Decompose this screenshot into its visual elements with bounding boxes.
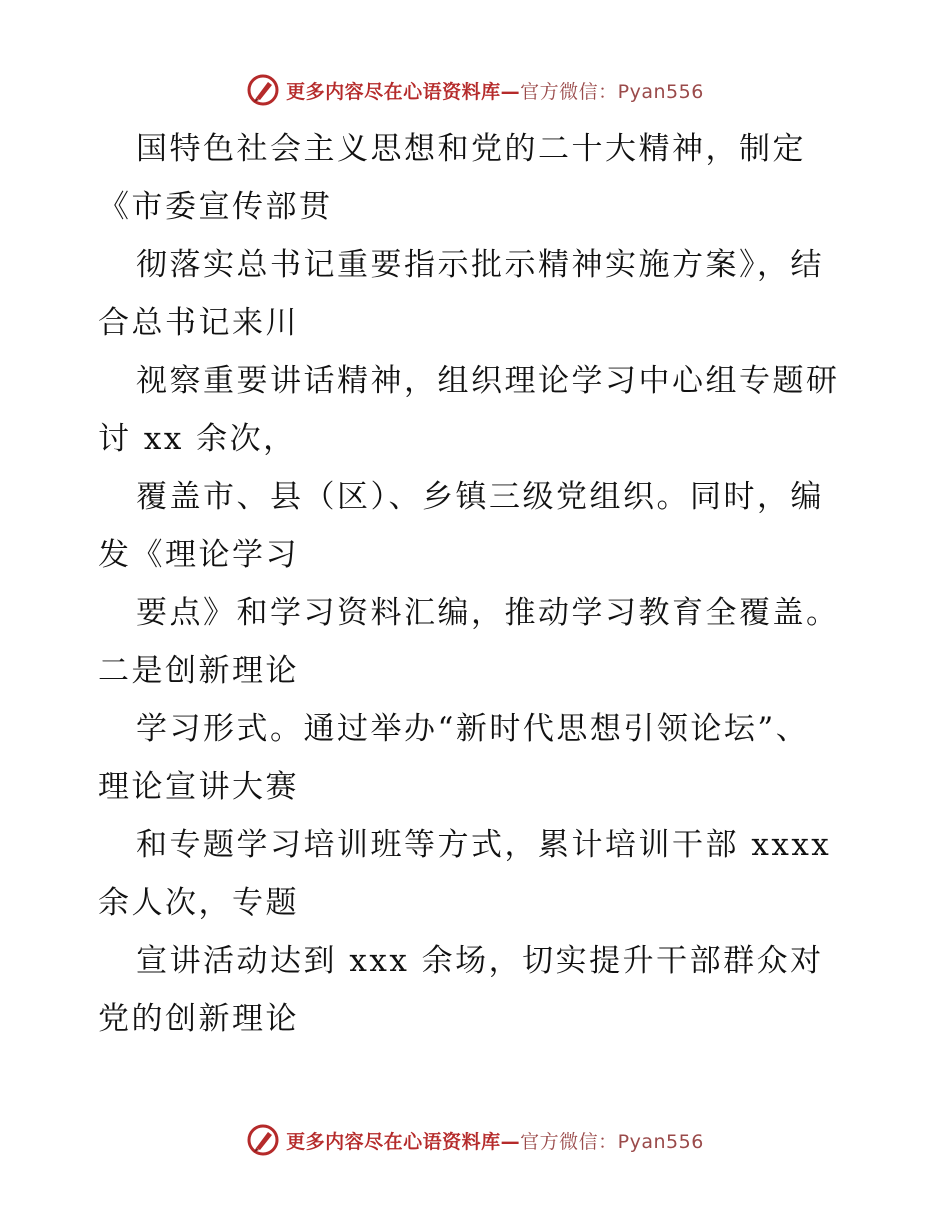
line-lead: 和专题学习培训班等方式，累计培训干部 xxxx [136,827,832,863]
line-lead: 要点》和学习资料汇编，推动学习教育全覆盖。 [136,595,840,631]
text-line [98,816,858,932]
pen-logo-icon [246,1123,280,1157]
line-tail: 二是创新理论 [98,653,299,689]
line-tail: 讨 xx 余次， [98,421,297,457]
document-body [98,120,858,1048]
line-lead: 学习形式。通过举办“新时代思想引领论坛”、 [136,711,810,747]
line-lead: 彻落实总书记重要指示批示精神实施方案》，结 [136,247,824,283]
line-tail: 发《理论学习 [98,537,299,573]
footer-watermark [0,1120,950,1160]
watermark-wechat: 官方微信：Pyan556 [520,80,704,103]
text-line [98,468,858,584]
text-line [98,352,858,468]
watermark-brand: 更多内容尽在心语资料库— [286,80,521,103]
watermark-text [286,1127,704,1154]
text-line [98,584,858,700]
line-tail: 余人次，专题 [98,885,299,921]
text-line [98,932,858,1048]
line-tail: 《市委宣传部贯 [98,189,333,225]
line-lead: 国特色社会主义思想和党的二十大精神，制定 [136,131,806,167]
header-watermark [0,70,950,110]
text-line [98,120,858,236]
watermark-wechat: 官方微信：Pyan556 [520,1130,704,1153]
line-lead: 覆盖市、县（区）、乡镇三级党组织。同时，编 [136,479,824,515]
line-lead: 宣讲活动达到 xxx 余场，切实提升干部群众对 [136,943,824,979]
line-tail: 党的创新理论 [98,1001,299,1037]
line-tail: 理论宣讲大赛 [98,769,299,805]
watermark-brand: 更多内容尽在心语资料库— [286,1130,521,1153]
text-line [98,700,858,816]
text-line [98,236,858,352]
line-tail: 合总书记来川 [98,305,299,341]
pen-logo-icon [246,73,280,107]
line-lead: 视察重要讲话精神，组织理论学习中心组专题研 [136,363,840,399]
watermark-text [286,77,704,104]
